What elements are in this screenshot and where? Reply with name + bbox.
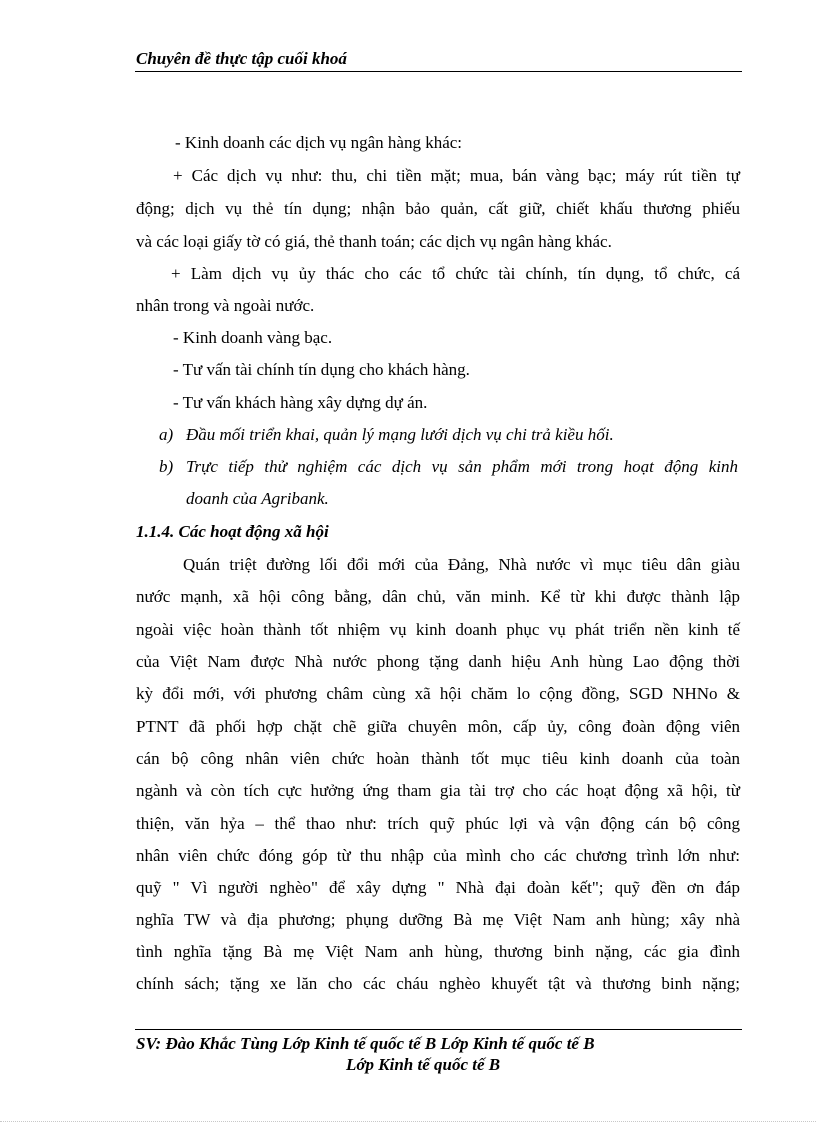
body-line-8: - Tư vấn tài chính tín dụng cho khách hàng. [173, 360, 470, 379]
paragraph-line: nước mạnh, xã hội công bằng, dân chủ, văn minh. Kể từ khi được thành lập [136, 587, 740, 606]
list-item-line: Trực tiếp thử nghiệm các dịch vụ sản phẩm mới trong hoạt động kinh [186, 457, 738, 476]
paragraph-line: tình nghĩa tặng Bà mẹ Việt Nam anh hùng, thương binh nặng, các gia đình [136, 942, 740, 961]
paragraph-line: ngoài việc hoàn thành tốt nhiệm vụ kinh doanh phục vụ phát triển nền kinh tế [136, 620, 740, 639]
body-line-1: - Kinh doanh các dịch vụ ngân hàng khác: [175, 133, 463, 152]
list-item-line: Đầu mối triển khai, quản lý mạng lưới dịch vụ chi trả kiều hối. [186, 425, 614, 444]
paragraph-line: nghĩa TW và địa phương; phụng dưỡng Bà mẹ Việt Nam anh hùng; xây nhà [136, 910, 740, 929]
list-marker: b) [159, 457, 174, 476]
section-heading: 1.1.4. Các hoạt động xã hội [136, 522, 329, 541]
footer-rule [135, 1029, 742, 1030]
paragraph-line: nhân viên chức đóng góp từ thu nhập của mình cho các chương trình lớn như: [136, 846, 740, 865]
footer-line-1: SV: Đào Khắc Tùng Lớp Kinh tế quốc tế B Lớp Kinh tế quốc tế B [136, 1034, 595, 1053]
body-line-9: - Tư vấn khách hàng xây dựng dự án. [173, 393, 428, 412]
paragraph-line: kỳ đổi mới, với phương châm cùng xã hội chăm lo cộng đồng, SGD NHNo & [136, 684, 740, 703]
body-line-5: + Làm dịch vụ ủy thác cho các tổ chức tài chính, tín dụng, tổ chức, cá [171, 264, 740, 283]
paragraph-line: thiện, văn hỷa – thể thao như: trích quỹ phúc lợi và vận động cán bộ công [136, 814, 740, 833]
page-edge [0, 1121, 816, 1122]
paragraph-line: cán bộ công nhân viên chức hoàn thành tốt mục tiêu kinh doanh của toàn [136, 749, 740, 768]
paragraph-line: ngành và còn tích cực hưởng ứng tham gia tài trợ cho các hoạt động xã hội, từ [136, 781, 740, 800]
page-header-title: Chuyên đề thực tập cuối khoá [136, 49, 347, 68]
body-line-4: và các loại giấy tờ có giá, thẻ thanh toán; các dịch vụ ngân hàng khác. [136, 232, 612, 251]
body-line-6: nhân trong và ngoài nước. [136, 296, 315, 315]
header-rule [135, 71, 742, 72]
body-line-3: động; dịch vụ thẻ tín dụng; nhận bảo quản, cất giữ, chiết khấu thương phiếu [136, 199, 740, 218]
paragraph-line: quỹ " Vì người nghèo" để xây dựng " Nhà đại đoàn kết"; quỹ đền ơn đáp [136, 878, 740, 897]
list-item-line: doanh của Agribank. [186, 489, 329, 508]
paragraph-line: PTNT đã phối hợp chặt chẽ giữa chuyên môn, cấp ủy, công đoàn động viên [136, 717, 740, 736]
body-line-2: + Các dịch vụ như: thu, chi tiền mặt; mua, bán vàng bạc; máy rút tiền tự [173, 166, 740, 185]
paragraph-line: của Việt Nam được Nhà nước phong tặng danh hiệu Anh hùng Lao động thời [136, 652, 740, 671]
paragraph-line: chính sách; tặng xe lăn cho các cháu nghèo khuyết tật và thương binh nặng; [136, 974, 740, 993]
body-line-7: - Kinh doanh vàng bạc. [173, 328, 333, 347]
footer-line-2: Lớp Kinh tế quốc tế B [346, 1055, 501, 1074]
list-marker: a) [159, 425, 174, 444]
paragraph-line: Quán triệt đường lối đổi mới của Đảng, Nhà nước vì mục tiêu dân giàu [183, 555, 740, 574]
